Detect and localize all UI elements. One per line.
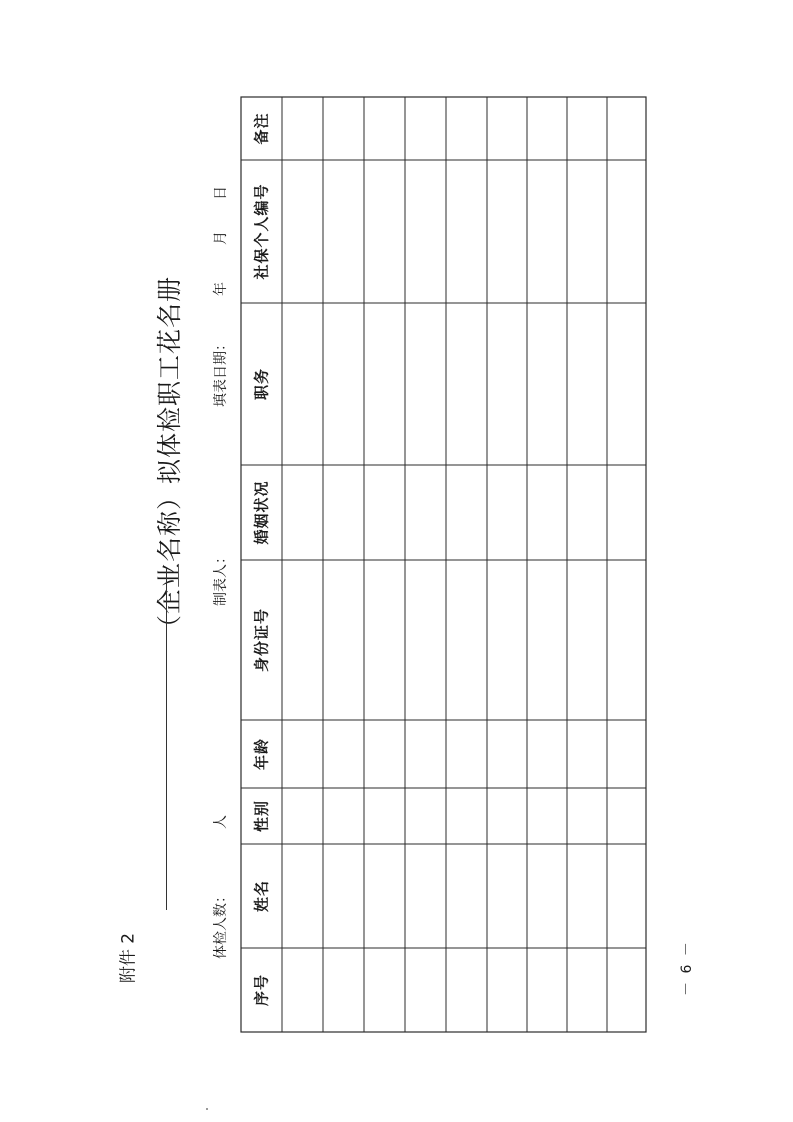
table-cell[interactable]	[528, 789, 566, 843]
attachment-label: 附件 2	[118, 932, 139, 984]
table-cell[interactable]	[283, 98, 322, 159]
exam-count-unit: 人	[213, 815, 229, 829]
table-cell[interactable]	[568, 98, 606, 159]
table-header-1: 姓名	[252, 879, 271, 913]
table-cell[interactable]	[608, 466, 645, 559]
table-cell[interactable]	[488, 304, 526, 464]
table-cell[interactable]	[568, 845, 606, 947]
table-cell[interactable]	[568, 561, 606, 719]
table-cell[interactable]	[528, 98, 566, 159]
exam-count-label: 体检人数：	[213, 889, 229, 959]
table-header-6: 职务	[252, 367, 271, 401]
table-cell[interactable]	[447, 466, 486, 559]
table-cell[interactable]	[283, 161, 322, 302]
table-cell[interactable]	[406, 561, 445, 719]
table-cell[interactable]	[528, 161, 566, 302]
table-cell[interactable]	[365, 721, 404, 787]
table-cell[interactable]	[488, 721, 526, 787]
table-cell[interactable]	[447, 789, 486, 843]
page-title: （企业名称）拟体检职工花名册	[155, 275, 184, 641]
table-cell[interactable]	[324, 161, 363, 302]
table-cell[interactable]	[324, 721, 363, 787]
table-cell[interactable]	[365, 466, 404, 559]
table-cell[interactable]	[447, 304, 486, 464]
table-cell[interactable]	[447, 949, 486, 1031]
table-header-8: 备注	[252, 112, 271, 145]
table-cell[interactable]	[488, 466, 526, 559]
table-cell[interactable]	[608, 845, 645, 947]
table-header-2: 性别	[252, 799, 271, 833]
table-cell[interactable]	[406, 98, 445, 159]
table-cell[interactable]	[406, 161, 445, 302]
table-cell[interactable]	[365, 789, 404, 843]
table-cell[interactable]	[406, 789, 445, 843]
table-header-3: 年龄	[252, 737, 271, 771]
table-cell[interactable]	[608, 789, 645, 843]
table-cell[interactable]	[528, 845, 566, 947]
table-cell[interactable]	[283, 789, 322, 843]
table-cell[interactable]	[283, 721, 322, 787]
table-cell[interactable]	[406, 721, 445, 787]
table-cell[interactable]	[608, 161, 645, 302]
table-cell[interactable]	[568, 161, 606, 302]
table-cell[interactable]	[447, 561, 486, 719]
table-cell[interactable]	[365, 845, 404, 947]
table-cell[interactable]	[365, 161, 404, 302]
scan-dot	[206, 1108, 208, 1110]
table-cell[interactable]	[528, 304, 566, 464]
table-cell[interactable]	[283, 949, 322, 1031]
table-header-7: 社保个人编号	[252, 183, 271, 280]
table-cell[interactable]	[406, 845, 445, 947]
table-cell[interactable]	[568, 789, 606, 843]
table-cell[interactable]	[365, 561, 404, 719]
table-cell[interactable]	[488, 98, 526, 159]
fill-date-label: 填表日期：	[213, 337, 229, 407]
table-cell[interactable]	[608, 304, 645, 464]
fill-date-year: 年	[213, 282, 229, 296]
table-cell[interactable]	[608, 98, 645, 159]
table-cell[interactable]	[365, 304, 404, 464]
table-cell[interactable]	[488, 561, 526, 719]
table-cell[interactable]	[447, 845, 486, 947]
table-cell[interactable]	[568, 466, 606, 559]
table-cell[interactable]	[365, 98, 404, 159]
table-cell[interactable]	[365, 949, 404, 1031]
table-cell[interactable]	[406, 304, 445, 464]
table-cell[interactable]	[488, 845, 526, 947]
table-cell[interactable]	[568, 721, 606, 787]
table-cell[interactable]	[528, 721, 566, 787]
table-cell[interactable]	[528, 466, 566, 559]
fill-date-month: 月	[213, 231, 229, 245]
table-header-4: 身份证号	[252, 607, 271, 673]
table-cell[interactable]	[488, 789, 526, 843]
fill-date-day: 日	[213, 186, 229, 200]
table-header-0: 序号	[252, 973, 271, 1007]
table-cell[interactable]	[283, 466, 322, 559]
page-number: － 6 －	[679, 940, 695, 996]
table-cell[interactable]	[568, 949, 606, 1031]
table-cell[interactable]	[406, 949, 445, 1031]
table-cell[interactable]	[324, 304, 363, 464]
table-cell[interactable]	[406, 466, 445, 559]
table-cell[interactable]	[608, 721, 645, 787]
table-cell[interactable]	[488, 949, 526, 1031]
table-cell[interactable]	[324, 561, 363, 719]
table-cell[interactable]	[283, 561, 322, 719]
table-cell[interactable]	[447, 98, 486, 159]
table-header-5: 婚姻状况	[252, 480, 271, 545]
table-cell[interactable]	[528, 949, 566, 1031]
table-cell[interactable]	[447, 721, 486, 787]
preparer-label: 制表人：	[213, 550, 229, 606]
table-cell[interactable]	[608, 949, 645, 1031]
table-cell[interactable]	[324, 466, 363, 559]
table-cell[interactable]	[608, 561, 645, 719]
table-cell[interactable]	[283, 845, 322, 947]
table-cell[interactable]	[447, 161, 486, 302]
table-cell[interactable]	[324, 98, 363, 159]
table-cell[interactable]	[324, 789, 363, 843]
table-cell[interactable]	[488, 161, 526, 302]
table-cell[interactable]	[324, 845, 363, 947]
table-cell[interactable]	[568, 304, 606, 464]
table-cell[interactable]	[324, 949, 363, 1031]
table-cell[interactable]	[528, 561, 566, 719]
table-cell[interactable]	[283, 304, 322, 464]
